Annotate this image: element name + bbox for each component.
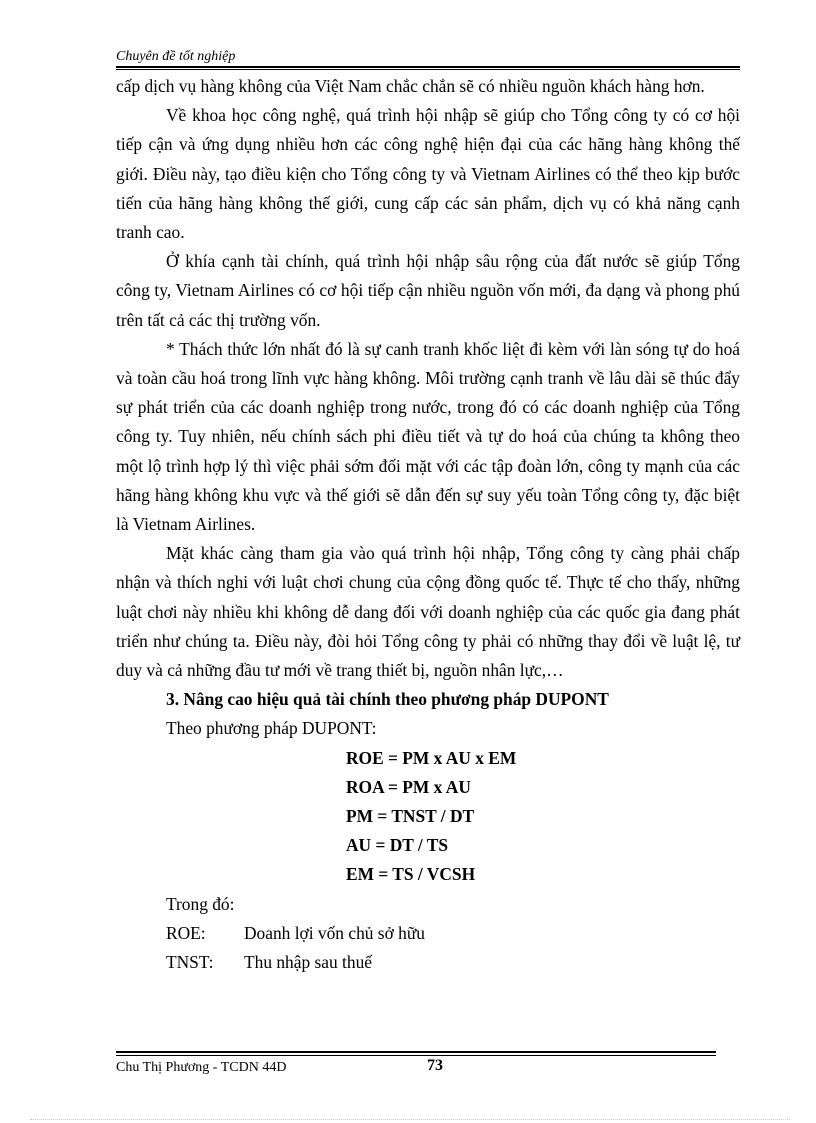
header-rule: [116, 66, 740, 68]
footer-rule-thin: [116, 1055, 716, 1056]
paragraph-finance: Ở khía cạnh tài chính, quá trình hội nhập sâu rộng của đất nước sẽ giúp Tổng công ty, Vietnam Airlines có cơ hội tiếp cận nhiều nguồn vốn mới, đa dạng và phong phú trên tất cả các thị trường vốn.: [116, 251, 740, 330]
paragraph-technology: Về khoa học công nghệ, quá trình hội nhập sẽ giúp cho Tổng công ty có cơ hội tiếp cận và ứng dụng nhiều hơn các công nghệ hiện đại của các hãng hàng không thế giới. Điều này, tạo điều kiện cho Tổng công ty và Vietnam Airlines có thể theo kịp bước tiến của hãng hàng không thế giới, cung cấp các sản phẩm, dịch vụ có khả năng cạnh tranh cao.: [116, 105, 740, 243]
formula-roe: ROE = PM x AU x EM: [346, 747, 517, 768]
header-title: Chuyên đề tốt nghiệp: [116, 49, 236, 64]
page-footer: [116, 1051, 716, 1081]
formula-pm: PM = TNST / DT: [346, 806, 475, 827]
definition-row: [116, 919, 740, 948]
method-intro: Theo phương pháp DUPONT:: [166, 718, 377, 739]
formula-au: AU = DT / TS: [346, 835, 449, 856]
formula-block: [116, 744, 740, 890]
footer-author: Chu Thị Phương - TCDN 44D: [116, 1060, 287, 1075]
page-header: [116, 48, 740, 70]
page-number: 73: [427, 1057, 443, 1074]
footer-rule: [116, 1051, 716, 1053]
page-edge-border: [30, 1119, 790, 1120]
formula-roa: ROA = PM x AU: [346, 776, 471, 797]
document-body: [116, 72, 740, 977]
paragraph-continuation: cấp dịch vụ hàng không của Việt Nam chắc chắn sẽ có nhiều nguồn khách hàng hơn.: [116, 76, 705, 96]
section-heading: 3. Nâng cao hiệu quả tài chính theo phương pháp DUPONT: [166, 689, 609, 710]
definition-term: TNST:: [166, 952, 214, 973]
definition-row: [116, 948, 740, 977]
header-rule-thin: [116, 69, 740, 70]
definition-desc: Doanh lợi vốn chủ sở hữu: [244, 922, 425, 943]
definition-desc: Thu nhập sau thuế: [244, 952, 372, 973]
paragraph-integration: Mặt khác càng tham gia vào quá trình hội nhập, Tổng công ty càng phải chấp nhận và thích nghi với luật chơi chung của cộng đồng quốc tế. Thực tế cho thấy, những luật chơi này nhiều khi không dễ dang đối với doanh nghiệp của các quốc gia đang phát triển như chúng ta. Điều này, đòi hỏi Tổng công ty phải có những thay đổi về luật lệ, tư duy và cả những đầu tư mới về trang thiết bị, nguồn nhân lực,…: [116, 543, 740, 681]
formula-em: EM = TS / VCSH: [346, 864, 476, 885]
definition-term: ROE:: [166, 922, 206, 943]
where-label: Trong đó:: [166, 893, 235, 914]
paragraph-challenge: * Thách thức lớn nhất đó là sự canh tranh khốc liệt đi kèm với làn sóng tự do hoá và toàn cầu hoá trong lĩnh vực hàng không. Môi trường cạnh tranh về lâu dài sẽ thúc đẩy sự phát triển của các doanh nghiệp trong nước, trong đó có các doanh nghiệp của Tổng công ty. Tuy nhiên, nếu chính sách phi điều tiết và tự do hoá của chúng ta không theo một lộ trình hợp lý thì việc phải sớm đối mặt với các tập đoàn lớn, công ty mạnh của các hãng hàng không khu vực và thế giới sẽ dẫn đến sự suy yếu toàn Tổng công ty, đặc biệt là Vietnam Airlines.: [116, 338, 740, 535]
